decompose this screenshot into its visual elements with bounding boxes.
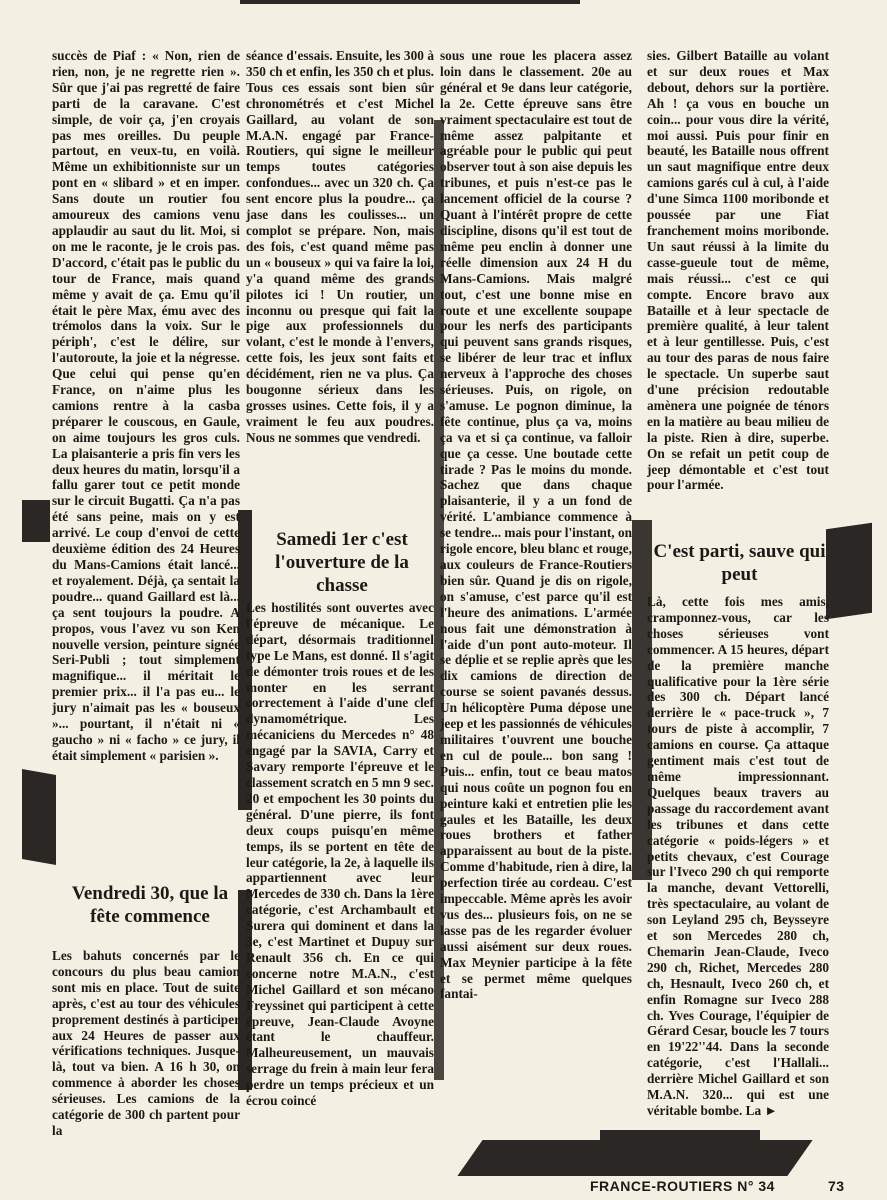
decorative-band-left-1 — [22, 500, 50, 542]
column-1-text-2: Les bahuts concernés par le concours du plus beau camion sont mis en place. Tout de suite après, c'est au tour des véhicules proprement destinés à participer aux 24 Heures de passer aux vérifications techniques. Jusque-là, tout va bien. A 16 h 30, on commence à aborder les choses sérieuses. Les camions de la catégorie de 300 ch partent pour la — [52, 948, 240, 1138]
decorative-band-right-2 — [826, 523, 872, 619]
page-number: 73 — [828, 1178, 845, 1194]
page-footer — [590, 1178, 845, 1194]
magazine-issue: FRANCE-ROUTIERS N° 34 — [590, 1178, 775, 1194]
decorative-band-top — [240, 0, 580, 4]
article-column-4-part-2 — [647, 594, 829, 1119]
article-column-3 — [440, 48, 632, 1002]
article-column-1-part-2 — [52, 948, 240, 1139]
article-column-2 — [246, 48, 434, 446]
decorative-band-bottom-2 — [600, 1130, 760, 1140]
section-heading-vendredi: Vendredi 30, que la fête commence — [71, 883, 229, 927]
column-3-text: sous une roue les placera assez loin dans le classement. 20e au général et 9e dans leur catégorie, la 2e. Cette épreuve sans être vraiment spectaculaire est tout de même assez palpitante et agréable pour le public qui peut observer tout à son aise depuis les tribunes, et puis n'est-ce pas le lancement officiel de la course ? Quant à l'intérêt propre de cette discipline, disons qu'il est tout de même peu enclin à donner une réelle dimension aux 24 H du Mans-Camions. Mais malgré tout, c'est une bonne mise en route et une excellente soupape pour les nerfs des participants qui peuvent sans grands risques, se libérer de leur trac et influx nerveux à l'approche des choses sérieuses. Puis, on rigole, on s'amuse. Le pognon diminue, la fête continue, plus ça va, moins ça va et si ça continue, va falloir que ça cesse. Une boutade cette tirade ? Pas le moins du monde. Sachez que dans chaque plaisanterie, il y a un fond de vérité. L'ambiance commence à se tendre... mais pour l'instant, on rigole encore, bleu blanc et rouge, aux couleurs de France-Routiers bien sûr. Quand je dis on rigole, on s'amuse, c'est parce qu'il est l'heure des animations. L'armée nous fait une démonstration à l'aide d'un pont auto-moteur. Il se déplie et se replie après que les dix camions de direction de course se soient pavanés dessus. Un hélicoptère Puma dépose une jeep et les passionnés de véhicules militaires t'ouvrent une bouche en cul de poule... bon sang ! Puis... enfin, tout ce beau matos qui nous coûte un pognon fou en peinture kaki et entretien plie les gaules et les Bataille, les deux roues brothers et father apparaissent au bout de la piste. Comme d'habitude, rien à dire, la perfection tirée au cordeau. C'est impeccable. Même après les avoir vus des... plusieurs fois, on ne se lasse pas de les regarder évoluer aussi aisément sur deux roues. Max Meynier participe à la fête et se permet même quelques fantai- — [440, 48, 632, 1002]
section-heading-cest-parti: C'est parti, sauve qui peut — [653, 541, 826, 585]
article-column-2-part-2 — [246, 600, 434, 1109]
article-column-4 — [647, 48, 829, 493]
column-1-text: succès de Piaf : « Non, rien de rien, non, je ne regrette rien ». Sûr que j'ai pas regretté de faire parti de la caravane. C'est simple, de voir ça, j'en croyais pas mes oreilles. Du peuple partout, en veux-tu, en voilà. Même un exhibitionniste sur un pont en « slibard » et en imper. Sans doute un routier fou amoureux des camions venu applaudir au saut du lit. Moi, si on me le raconte, je le crois pas. D'accord, c'était pas le public du tour de France, mais quand même y avait de ça. Emu qu'il était le père Max, ému avec des trémolos dans la voix. Sur le périph', c'est le délire, sur l'autoroute, la joie et la négresse. Que celui qui pense qu'en France, on n'aime plus les camions rentre à la casba préparer le couscous, en Gaule, on aime toujours les gros culs. La plaisanterie a pris fin vers les deux heures du matin, lorsqu'il a fallu garer tout ce petit monde sur le circuit Bugatti. Ça n'a pas été sans peine, mais on y est arrivé. Le coup d'envoi de cette deuxième édition des 24 Heures du Mans-Camions était lancé... et royalement. Déjà, ça sentait la poudre... quand Gaillard est là... ça sent toujours la poudre. A propos, vous l'avez vu son Ken nouvelle version, peinture signée Seri-Publi ; tout simplement magnifique... il méritait le premier prix... il l'a pas eu... le jury n'aimait pas les « bouseux »... pourtant, il n'était ni « gaucho » ni « facho » ce jury, il était simplement « parisien ». — [52, 48, 240, 763]
column-4-text: sies. Gilbert Bataille au volant et sur deux roues et Max debout, dehors sur la portière. Ah ! ça vous en bouche un coin... pour vous dire la vérité, moi aussi. Puis pour finir en beauté, les Bataille nous offrent un saut magnifique entre deux camions garés cul à cul, à l'aide d'une Simca 1100 moribonde et poussée par une Fiat franchement moins moribonde. Un saut réussi à la limite du casse-gueule tout de même, mais réussi... c'est ce qui compte. Encore bravo aux Bataille et à leur spectacle de première qualité, à leur talent et à leur gentillesse. Puis, c'est au tour des paras de nous faire le spectacle. Un superbe saut d'une précision redoutable amènera une poignée de ténors en la matière au beau milieu de la piste. Rien à dire, superbe. On se refait un petit coup de jeep démontable et c'est tout pour l'armée. — [647, 48, 829, 493]
decorative-band-bottom — [457, 1140, 812, 1176]
article-column-1 — [52, 48, 240, 764]
column-4-text-2: Là, cette fois mes amis, cramponnez-vous, car les choses sérieuses vont commencer. A 15 heures, départ de la première manche qualificative pour la 1ère série des 300 ch. Départ lancé derrière le « pace-truck », 7 tours de piste à accomplir, 7 camions en course. Ça attaque gentiment mais c'est tout de même impressionnant. Quelques beaux travers au passage du raccordement avant les tribunes et dans cette catégorie « poids-légers » et petits chevaux, c'est Courage sur l'Iveco 290 ch qui remporte la manche, devant Vettorelli, très spectaculaire, au volant de son Leyland 295 ch, Beysseyre et son Mercedes 280 ch, Chemarin Jean-Claude, Iveco 290 ch, Richet, Mercedes 280 ch, Hesnault, Iveco 260 ch, et enfin Romagne sur Iveco 288 ch. Yves Courage, l'équipier de Gérard Cesar, boucle les 7 tours en 19'22''44. Dans la seconde catégorie, c'est l'Hallali... derrière Michel Gaillard et son M.A.N. 320... qui est une véritable bombe. La ► — [647, 594, 829, 1118]
column-2-text-2: Les hostilités sont ouvertes avec l'épreuve de mécanique. Le départ, désormais traditionnel type Le Mans, est donné. Il s'agit de démonter trois roues et de les monter en les serrant correctement à l'aide d'une clef dynamométrique. Les mécaniciens du Mercedes n° 48 engagé par la SAVIA, Carry et Savary remporte l'épreuve et le classement scratch en 5 mn 9 sec. 20 et empochent les 30 points du général. D'une pierre, ils font deux coups puisqu'en même temps, ils se portent en tête de leur catégorie, la 2e, à laquelle ils appartiennent avec leur Mercedes de 330 ch. Dans la 1ère catégorie, c'est Archambault et Surera qui dominent et dans la 3e, c'est Martinet et Dupuy sur Renault 356 ch. En ce qui concerne notre M.A.N., c'est Michel Gaillard et son mécano Freyssinet qui participent à cette épreuve, Jean-Claude Avoyne étant le chauffeur. Malheureusement, un mauvais serrage du frein à main leur fera perdre un temps précieux et un écrou coincé — [246, 600, 434, 1109]
section-heading-samedi: Samedi 1er c'est l'ouverture de la chasse — [275, 529, 409, 596]
column-2-text: séance d'essais. Ensuite, les 300 à 350 ch et enfin, les 350 ch et plus. Tous ces essais sont bien sûr chronométrés et c'est Michel Gaillard, au volant de son M.A.N. engagé par France-Routiers, qui signe le meilleur temps toutes catégories confondues... avec un 320 ch. Ça sent encore plus la poudre... ça jase dans les coulisses... un complot se prépare. Non, mais des fois, c'est quand même pas un « bouseux » qui va faire la loi, y'a quand même des grands pilotes ici ! Un routier, un inconnu ou presque qui fait la pige aux professionnels du volant, c'est le monde à l'envers, cette fois, les jeux sont faits et décidément, rien ne va plus. Ça bougonne sérieux dans les grosses usines. Cette fois, il y a vraiment le feu aux poudres. Nous ne sommes que vendredi. — [246, 48, 434, 445]
decorative-band-left-2 — [22, 769, 56, 865]
